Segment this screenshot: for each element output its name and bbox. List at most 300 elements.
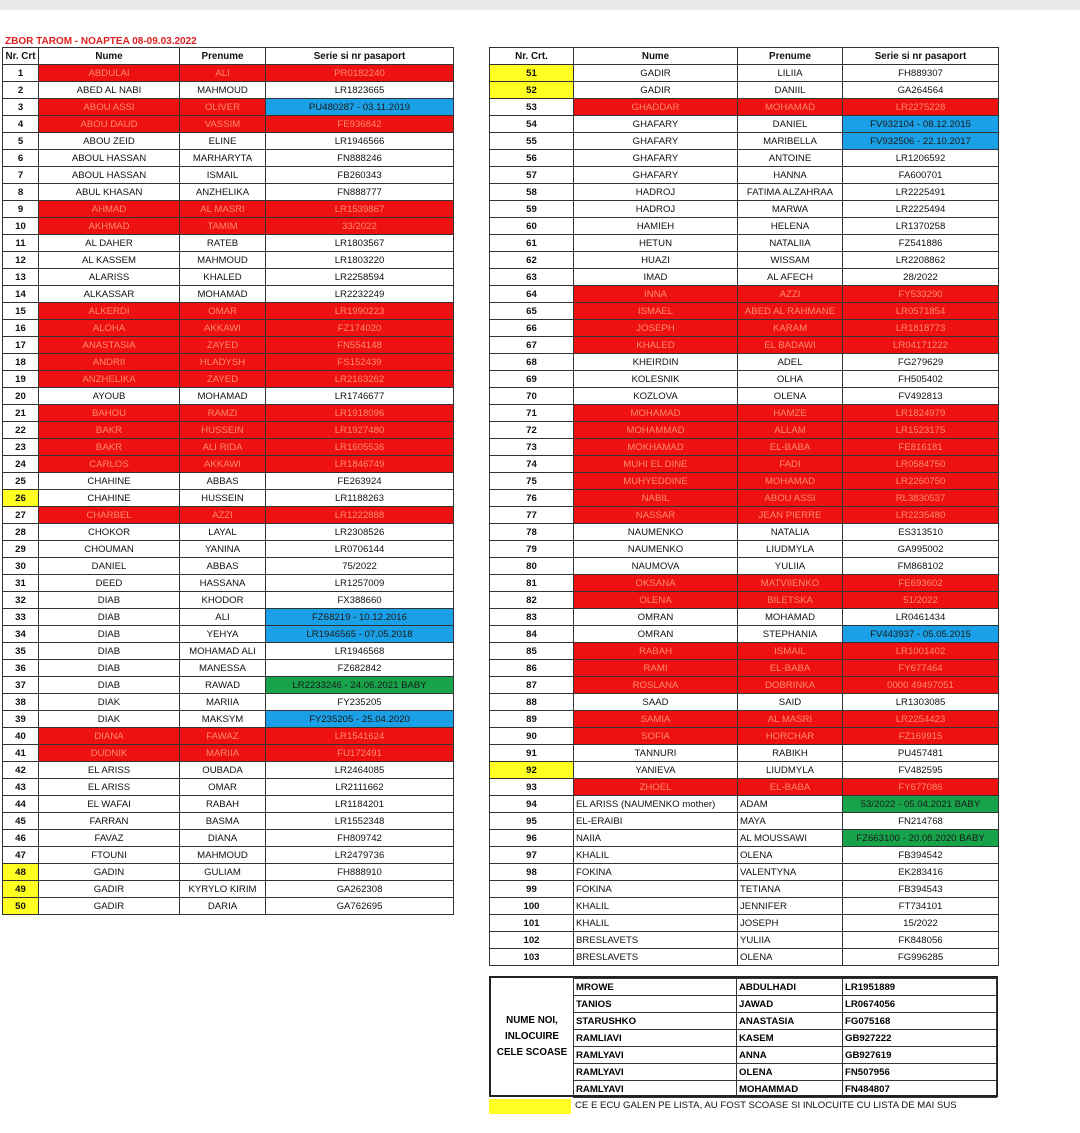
header-nume: Nume [574,48,738,65]
cell-nume: ABDULAI [39,65,180,82]
cell-pasaport: FV443937 - 05.05.2015 [843,626,999,643]
table-row [3,354,454,371]
legend-text: CE E ECU GALEN PE LISTA, AU FOST SCOASE SI INLOCUITE CU LISTA DE MAI SUS [575,1100,957,1111]
table-row [3,507,454,524]
cell-nr: 56 [490,150,574,167]
cell-prenume: OMAR [180,779,266,796]
cell-prenume: ANTOINE [738,150,843,167]
cell-nr: 10 [3,218,39,235]
cell-nr: 96 [490,830,574,847]
cell-prenume: RATEB [180,235,266,252]
cell-nume: DIAB [39,677,180,694]
cell-pasaport: LR1927480 [266,422,454,439]
cell-nr: 43 [3,779,39,796]
cell-nr: 55 [490,133,574,150]
table-row [3,847,454,864]
cell-nr: 97 [490,847,574,864]
cell-nume: RAMLYAVI [574,1064,737,1081]
cell-prenume: MOHAMAD [180,286,266,303]
cell-nume: RAMLYAVI [574,1047,737,1064]
table-row [3,422,454,439]
cell-nume: YANIEVA [574,762,738,779]
cell-pasaport: LR2258594 [266,269,454,286]
cell-prenume: AKKAWI [180,320,266,337]
cell-nr: 21 [3,405,39,422]
cell-prenume: MANESSA [180,660,266,677]
table-row [3,558,454,575]
cell-nr: 33 [3,609,39,626]
cell-nume: RAMLIAVI [574,1030,737,1047]
cell-nr: 82 [490,592,574,609]
table-row [3,575,454,592]
cell-pasaport: FU172491 [266,745,454,762]
cell-pasaport: LR2464085 [266,762,454,779]
cell-prenume: HUSSEIN [180,422,266,439]
cell-nume: STARUSHKO [574,1013,737,1030]
cell-prenume: MATVIIENKO [738,575,843,592]
table-row [3,269,454,286]
cell-nr: 5 [3,133,39,150]
cell-pasaport: FE263924 [266,473,454,490]
cell-nume: CHOUMAN [39,541,180,558]
header-prenume: Prenume [738,48,843,65]
cell-nume: OKSANA [574,575,738,592]
cell-prenume: ANNA [737,1047,843,1064]
cell-nume: MUHI EL DINE [574,456,738,473]
cell-prenume: KHODOR [180,592,266,609]
cell-pasaport: LR1303085 [843,694,999,711]
cell-pasaport: FZ68219 - 10.12.2016 [266,609,454,626]
cell-prenume: AZZI [738,286,843,303]
cell-pasaport: GA264564 [843,82,999,99]
cell-nr: 81 [490,575,574,592]
cell-nr: 45 [3,813,39,830]
cell-pasaport: ES313510 [843,524,999,541]
cell-nume: HADROJ [574,184,738,201]
cell-prenume: ALI [180,65,266,82]
table-row [490,558,999,575]
cell-pasaport: FY677086 [843,779,999,796]
cell-prenume: NATALIA [738,524,843,541]
cell-nr: 25 [3,473,39,490]
cell-nume: NAUMENKO [574,524,738,541]
header-nr: Nr. Crt. [490,48,574,65]
cell-pasaport: LR1184201 [266,796,454,813]
cell-prenume: EL-BABA [738,439,843,456]
table-row [3,745,454,762]
table-row [490,660,999,677]
cell-pasaport: LR1946565 - 07.05.2018 [266,626,454,643]
cell-pasaport: LR0461434 [843,609,999,626]
cell-pasaport: FV932104 - 08.12.2015 [843,116,999,133]
table-row [490,252,999,269]
table-row [3,303,454,320]
table-row [490,541,999,558]
cell-nume: DEED [39,575,180,592]
cell-pasaport: FZ169915 [843,728,999,745]
cell-prenume: ABBAS [180,473,266,490]
cell-nr: 51 [490,65,574,82]
table-row [3,371,454,388]
cell-prenume: ABDULHADI [737,979,843,996]
cell-nr: 22 [3,422,39,439]
table-row [3,65,454,82]
cell-nr: 59 [490,201,574,218]
cell-nr: 70 [490,388,574,405]
cell-nume: CHAHINE [39,473,180,490]
cell-nume: OMRAN [574,626,738,643]
cell-prenume: MAYA [738,813,843,830]
table-row [490,898,999,915]
cell-prenume: YEHYA [180,626,266,643]
cell-prenume: RAMZI [180,405,266,422]
new-name-row [574,996,997,1013]
cell-nume: CHARBEL [39,507,180,524]
cell-prenume: VALENTYNA [738,864,843,881]
cell-nr: 65 [490,303,574,320]
header-pasaport: Serie si nr pasaport [843,48,999,65]
cell-nume: ABOUL HASSAN [39,167,180,184]
cell-nume: AKHMAD [39,218,180,235]
cell-nr: 84 [490,626,574,643]
table-row [490,337,999,354]
cell-nume: MOKHAMAD [574,439,738,456]
table-row [490,932,999,949]
cell-prenume: YANINA [180,541,266,558]
table-row [3,898,454,915]
table-row [490,439,999,456]
cell-nume: ALARISS [39,269,180,286]
cell-prenume: MAHMOUD [180,252,266,269]
cell-prenume: FAWAZ [180,728,266,745]
cell-nume: RABAH [574,643,738,660]
cell-nr: 48 [3,864,39,881]
cell-pasaport: LR1846749 [266,456,454,473]
cell-prenume: ABOU ASSI [738,490,843,507]
cell-nr: 67 [490,337,574,354]
table-row [3,252,454,269]
cell-prenume: DANIIL [738,82,843,99]
cell-nr: 28 [3,524,39,541]
cell-nume: ABUL KHASAN [39,184,180,201]
cell-prenume: TETIANA [738,881,843,898]
cell-nume: TANNURI [574,745,738,762]
cell-nr: 47 [3,847,39,864]
cell-pasaport: LR2225494 [843,201,999,218]
table-row [3,320,454,337]
cell-pasaport: FN507956 [843,1064,997,1081]
cell-prenume: JOSEPH [738,915,843,932]
table-row [3,116,454,133]
new-name-row [574,1013,997,1030]
cell-prenume: ADAM [738,796,843,813]
cell-nr: 36 [3,660,39,677]
table-row [490,762,999,779]
cell-nr: 72 [490,422,574,439]
cell-nume: INNA [574,286,738,303]
cell-nr: 54 [490,116,574,133]
table-row [490,575,999,592]
cell-nr: 64 [490,286,574,303]
cell-nume: ZHOEL [574,779,738,796]
cell-pasaport: GA995002 [843,541,999,558]
cell-nr: 76 [490,490,574,507]
table-row [490,473,999,490]
cell-nume: CARLOS [39,456,180,473]
cell-pasaport: 0000 49497051 [843,677,999,694]
cell-pasaport: FN554148 [266,337,454,354]
table-row [490,354,999,371]
cell-pasaport: LR2235480 [843,507,999,524]
table-row [490,82,999,99]
cell-nume: GHAFARY [574,133,738,150]
cell-pasaport: FE936842 [266,116,454,133]
table-row [490,745,999,762]
cell-nr: 53 [490,99,574,116]
table-row [3,626,454,643]
cell-prenume: DANIEL [738,116,843,133]
cell-pasaport: LR0584750 [843,456,999,473]
cell-nr: 66 [490,320,574,337]
cell-pasaport: PU480287 - 03.11.2019 [266,99,454,116]
cell-pasaport: LR1552348 [266,813,454,830]
cell-nume: HADROJ [574,201,738,218]
cell-pasaport: 51/2022 [843,592,999,609]
cell-pasaport: PU457481 [843,745,999,762]
cell-nume: BRESLAVETS [574,932,738,949]
table-row [490,694,999,711]
cell-pasaport: FY235205 [266,694,454,711]
cell-pasaport: GB927619 [843,1047,997,1064]
cell-pasaport: FN214768 [843,813,999,830]
cell-pasaport: FE693602 [843,575,999,592]
cell-prenume: YULIIA [738,932,843,949]
cell-prenume: NATALIIA [738,235,843,252]
cell-nume: KOZLOVA [574,388,738,405]
cell-pasaport: FH809742 [266,830,454,847]
cell-pasaport: LR1823665 [266,82,454,99]
table-row [3,881,454,898]
cell-prenume: AL MASRI [738,711,843,728]
cell-nume: KHALIL [574,898,738,915]
cell-pasaport: LR2479736 [266,847,454,864]
cell-nr: 29 [3,541,39,558]
cell-nume: ABOU ASSI [39,99,180,116]
cell-nr: 24 [3,456,39,473]
table-row [3,779,454,796]
cell-pasaport: FH505402 [843,371,999,388]
table-row [490,303,999,320]
cell-pasaport: LR1001402 [843,643,999,660]
cell-prenume: OUBADA [180,762,266,779]
cell-nr: 15 [3,303,39,320]
cell-prenume: HLADYSH [180,354,266,371]
cell-pasaport: FA600701 [843,167,999,184]
cell-nume: NAUMOVA [574,558,738,575]
new-name-row [574,1064,997,1081]
cell-nr: 71 [490,405,574,422]
table-row [490,371,999,388]
cell-nr: 78 [490,524,574,541]
cell-prenume: ALLAM [738,422,843,439]
cell-pasaport: LR1990223 [266,303,454,320]
cell-nume: FOKINA [574,864,738,881]
table-row [490,881,999,898]
cell-prenume: ISMAIL [738,643,843,660]
passenger-table-left [2,47,454,915]
cell-prenume: ISMAIL [180,167,266,184]
cell-nr: 52 [490,82,574,99]
cell-prenume: STEPHANIA [738,626,843,643]
cell-prenume: JEAN PIERRE [738,507,843,524]
cell-nume: EL ARISS [39,762,180,779]
table-row [490,99,999,116]
cell-nume: FARRAN [39,813,180,830]
table-row [3,82,454,99]
cell-nr: 86 [490,660,574,677]
cell-nr: 91 [490,745,574,762]
table-row [490,65,999,82]
cell-nume: HETUN [574,235,738,252]
cell-prenume: LAYAL [180,524,266,541]
cell-pasaport: FK848056 [843,932,999,949]
table-row [490,388,999,405]
cell-nr: 6 [3,150,39,167]
table-row [3,643,454,660]
cell-prenume: MAHMOUD [180,82,266,99]
cell-prenume: HAMZE [738,405,843,422]
cell-nr: 61 [490,235,574,252]
cell-nume: KHALIL [574,847,738,864]
cell-prenume: KARAM [738,320,843,337]
cell-nume: EL ARISS [39,779,180,796]
cell-pasaport: FV482595 [843,762,999,779]
cell-pasaport: LR1370258 [843,218,999,235]
cell-nr: 17 [3,337,39,354]
cell-nume: ROSLANA [574,677,738,694]
cell-pasaport: RL3830537 [843,490,999,507]
cell-pasaport: LR1746677 [266,388,454,405]
cell-nume: KOLESNIK [574,371,738,388]
cell-nr: 46 [3,830,39,847]
cell-nume: OMRAN [574,609,738,626]
cell-nume: DIANA [39,728,180,745]
new-name-row [574,1081,997,1098]
cell-nume: GADIR [39,898,180,915]
cell-prenume: HASSANA [180,575,266,592]
cell-nume: NASSAR [574,507,738,524]
cell-nr: 73 [490,439,574,456]
cell-nume: JOSEPH [574,320,738,337]
cell-nr: 39 [3,711,39,728]
table-row [490,235,999,252]
cell-prenume: MOHAMAD [738,609,843,626]
cell-prenume: BASMA [180,813,266,830]
cell-prenume: KYRYLO KIRIM [180,881,266,898]
cell-nume: TANIOS [574,996,737,1013]
cell-nume: OLENA [574,592,738,609]
table-row [3,592,454,609]
cell-prenume: EL-BABA [738,779,843,796]
cell-nume: ABED AL NABI [39,82,180,99]
cell-nr: 16 [3,320,39,337]
cell-prenume: ALI RIDA [180,439,266,456]
cell-pasaport: FZ174020 [266,320,454,337]
cell-prenume: MARHARYTA [180,150,266,167]
table-row [490,949,999,966]
cell-prenume: RABIKH [738,745,843,762]
cell-prenume: AL MASRI [180,201,266,218]
cell-prenume: OLENA [738,847,843,864]
table-row [490,864,999,881]
cell-nr: 12 [3,252,39,269]
table-row [490,847,999,864]
table-row [3,762,454,779]
cell-nume: DIAK [39,711,180,728]
cell-prenume: MARWA [738,201,843,218]
cell-prenume: EL-BABA [738,660,843,677]
cell-prenume: MOHAMAD ALI [180,643,266,660]
cell-prenume: KASEM [737,1030,843,1047]
cell-prenume: ABBAS [180,558,266,575]
cell-pasaport: GA762695 [266,898,454,915]
cell-nr: 42 [3,762,39,779]
cell-prenume: JAWAD [737,996,843,1013]
cell-pasaport: LR2163262 [266,371,454,388]
cell-pasaport: FV932506 - 22.10.2017 [843,133,999,150]
cell-nume: BRESLAVETS [574,949,738,966]
cell-pasaport: LR04171222 [843,337,999,354]
cell-pasaport: FZ682842 [266,660,454,677]
cell-nume: SOFIA [574,728,738,745]
cell-nr: 11 [3,235,39,252]
table-row [3,694,454,711]
cell-prenume: AL MOUSSAWI [738,830,843,847]
cell-prenume: DOBRINKA [738,677,843,694]
cell-nume: BAKR [39,439,180,456]
header-nr: Nr. Crt [3,48,39,65]
cell-pasaport: FB394542 [843,847,999,864]
table-row [3,796,454,813]
cell-pasaport: FX388660 [266,592,454,609]
table-row [3,235,454,252]
table-row [3,728,454,745]
cell-nr: 19 [3,371,39,388]
cell-prenume: MOHAMAD [738,473,843,490]
cell-nume: MOHAMMAD [574,422,738,439]
table-row [3,813,454,830]
cell-nume: NAIIA [574,830,738,847]
cell-prenume: ANZHELIKA [180,184,266,201]
new-name-row [574,1047,997,1064]
cell-prenume: MARIBELLA [738,133,843,150]
cell-pasaport: FS152439 [266,354,454,371]
cell-prenume: LIUDMYLA [738,541,843,558]
cell-nume: GADIN [39,864,180,881]
cell-nr: 89 [490,711,574,728]
cell-nume: FOKINA [574,881,738,898]
cell-nr: 90 [490,728,574,745]
cell-prenume: OLENA [737,1064,843,1081]
header-nume: Nume [39,48,180,65]
table-row [490,728,999,745]
table-row [490,643,999,660]
cell-pasaport: LR1222888 [266,507,454,524]
cell-nume: GHAFARY [574,116,738,133]
cell-pasaport: FG075168 [843,1013,997,1030]
cell-prenume: OLENA [738,949,843,966]
cell-nume: CHAHINE [39,490,180,507]
